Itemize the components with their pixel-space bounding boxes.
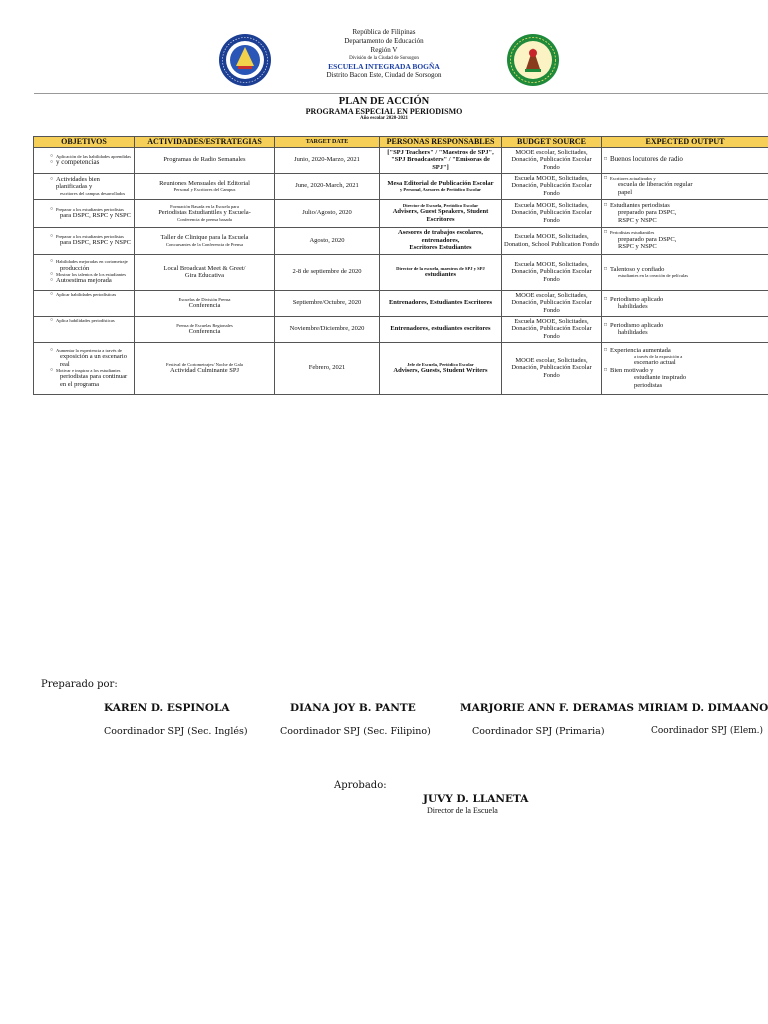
signatory-role: Coordinador SPJ (Sec. Inglés): [104, 726, 248, 737]
budget-cell: Escuela MOOE, Solicitades, Donation, School Publication Fondo: [502, 227, 602, 254]
persons-cell: Mesa Editorial de Publicación Escolar y Personal, Asesores de Periódico Escolar: [380, 173, 502, 199]
output-cell: □ Estudiantes periodistas preparado para DSPC, RSPC y NSPC: [602, 199, 768, 227]
table-row: [34, 227, 768, 254]
date-cell: Junio, 2020-Marzo, 2021: [275, 147, 380, 173]
division-line: División de la Ciudad de Sorsogon: [349, 56, 419, 61]
prepared-by-label: Preparado por:: [41, 679, 118, 690]
letterhead: [0, 28, 768, 80]
objective-cell: ○ Aplicar habilidades periodísticas: [34, 290, 135, 316]
persons-cell: Jefe de Escuela, Periódico Escolar Advisers, Guests, Student Writers: [380, 342, 502, 394]
date-cell: Julio/Agosto, 2020: [275, 199, 380, 227]
principal-name: JUVY D. LLANETA: [423, 793, 529, 805]
budget-cell: Escuela MOOE, Solicitades, Donación, Publicación Escolar Fondo: [502, 254, 602, 290]
republic-line: República de Filipinas: [352, 28, 416, 36]
budget-cell: MOOE escolar, Solicitades, Donación, Publicación Escolar Fondo: [502, 147, 602, 173]
header-target-date: TARGET DATE: [275, 137, 380, 148]
table-row: [34, 316, 768, 342]
activity-cell: Taller de Clinique para la Escuela Concursantes de la Conferencia de Prensa: [135, 227, 275, 254]
signatory-name: DIANA JOY B. PANTE: [290, 702, 416, 714]
signatory-name: KAREN D. ESPINOLA: [104, 702, 230, 714]
table-row: [34, 254, 768, 290]
signatory-role: Coordinador SPJ (Sec. Filipino): [280, 726, 431, 737]
persons-cell: Director de la escuela, maestros de SPJ y SPJ estudiantes: [380, 254, 502, 290]
header-objectives: OBJETIVOS: [34, 137, 135, 148]
objective-cell: ○ Aumentar la experiencia a través de exposición a un escenario real ○ Motivar e inspirar a los estudiantes periodistas para continuar en el programa: [34, 342, 135, 394]
table-row: [34, 199, 768, 227]
persons-cell: Asesores de trabajos escolares, entrenadores, Escritores Estudiantes: [380, 227, 502, 254]
output-cell: □ Experiencia aumentada a través de la exposición a escenario actual □ Bien motivado y estudiante inspirado periodistas: [602, 342, 768, 394]
persons-cell: Entrenadores, Estudiantes Escritores: [380, 290, 502, 316]
table-row: [34, 173, 768, 199]
date-cell: Febrero, 2021: [275, 342, 380, 394]
date-cell: 2-8 de septiembre de 2020: [275, 254, 380, 290]
date-cell: Agosto, 2020: [275, 227, 380, 254]
activity-cell: Escuelas de División Prensa Conferencia: [135, 290, 275, 316]
output-cell: □ Periodistas estudiantiles preparado para DSPC, RSPC y NSPC: [602, 227, 768, 254]
objective-cell: ○ Preparar a los estudiantes periodistas para DSPC, RSPC y NSPC: [34, 227, 135, 254]
document-titles: [0, 96, 768, 122]
persons-cell: Entrenadores, estudiantes escritores: [380, 316, 502, 342]
header-divider: [34, 93, 768, 94]
activity-cell: Prensa de Escuelas Regionales Conferencia: [135, 316, 275, 342]
objective-cell: ○ Habilidades mejoradas en cortometraje producción ○ Mostrar los talentos de los estudiantes ○ Autoestima mejorada: [34, 254, 135, 290]
table-row: [34, 342, 768, 394]
budget-cell: Escuela MOOE, Solicitades, Donación, Publicación Escolar Fondo: [502, 173, 602, 199]
header-persons: PERSONAS RESPONSABLES: [380, 137, 502, 148]
signatory-name: MIRIAM D. DIMAANO: [638, 702, 768, 714]
objective-cell: ○ Preparar a los estudiantes periodistas para DSPC, RSPC y NSPC: [34, 199, 135, 227]
activity-cell: Reuniones Mensuales del Editorial Personal y Escritores del Campus: [135, 173, 275, 199]
table-header-row: [34, 137, 768, 148]
region-line: Región V: [370, 46, 398, 54]
program-title: PROGRAMA ESPECIAL EN PERIODISMO: [305, 107, 463, 116]
signatory-role: Coordinador SPJ (Elem.): [651, 726, 764, 736]
school-name: ESCUELA INTEGRADA BOGÑA: [328, 62, 440, 71]
activity-cell: Programas de Radio Semanales: [135, 147, 275, 173]
school-year: Año escolar 2020-2021: [360, 116, 408, 121]
principal-role: Director de la Escuela: [427, 806, 498, 815]
date-cell: Noviembre/Diciembre, 2020: [275, 316, 380, 342]
action-plan-table: [33, 136, 768, 395]
district-line: Distrito Bacon Este, Ciudad de Sorsogon: [326, 71, 442, 79]
output-cell: □ Escritores actualizados y escuela de liberación regular papel: [602, 173, 768, 199]
budget-cell: MOOE escolar, Solicitades, Donación, Publicación Escolar Fondo: [502, 290, 602, 316]
department-line: Departamento de Educación: [344, 37, 424, 45]
objective-cell: ○ Actividades bien planificadas y escritores del campus desarrollados: [34, 173, 135, 199]
output-cell: □ Periodismo aplicado habilidades: [602, 316, 768, 342]
signatory-name: MARJORIE ANN F. DERAMAS: [460, 702, 634, 714]
output-cell: □ Talentoso y confiado estudiantes en la creación de películas: [602, 254, 768, 290]
signatory-role: Coordinador SPJ (Primaria): [472, 726, 605, 737]
objective-cell: ○ Aplica habilidades periodísticas: [34, 316, 135, 342]
table-row: [34, 147, 768, 173]
activity-cell: Formación Basada en la Escuela para Periodistas Estudiantiles y Escuela- Conferencia de prensa basada: [135, 199, 275, 227]
persons-cell: Director de Escuela, Periódico Escolar Advisers, Guest Speakers, Student Escritores: [380, 199, 502, 227]
header-activities: ACTIVIDADES/ESTRATEGIAS: [135, 137, 275, 148]
output-cell: □ Buenos locutores de radio: [602, 147, 768, 173]
persons-cell: ["SPJ Teachers" / "Maestros de SPJ", "SPJ Broadcasters" / "Emisoras de SPJ"]: [380, 147, 502, 173]
header-budget: BUDGET SOURCE: [502, 137, 602, 148]
approved-by-label: Aprobado:: [334, 780, 387, 791]
date-cell: Septiembre/Octubre, 2020: [275, 290, 380, 316]
table-row: [34, 290, 768, 316]
activity-cell: Festival de Cortometrajes/ Noche de Gala Actividad Culminante SPJ: [135, 342, 275, 394]
plan-title: PLAN DE ACCIÓN: [338, 96, 430, 107]
objective-cell: ○ Aplicación de las habilidades aprendidas ○ y competencias: [34, 147, 135, 173]
budget-cell: Escuela MOOE, Solicitades, Donación, Publicación Escolar Fondo: [502, 316, 602, 342]
date-cell: June, 2020-March, 2021: [275, 173, 380, 199]
output-cell: □ Periodismo aplicado habilidades: [602, 290, 768, 316]
budget-cell: Escuela MOOE, Solicitades, Donación, Publicación Escolar Fondo: [502, 199, 602, 227]
budget-cell: MOOE escolar, Solicitades, Donación, Publicación Escolar Fondo: [502, 342, 602, 394]
header-output: EXPECTED OUTPUT: [602, 137, 768, 148]
activity-cell: Local Broadcast Meet & Greet/ Gira Educativa: [135, 254, 275, 290]
